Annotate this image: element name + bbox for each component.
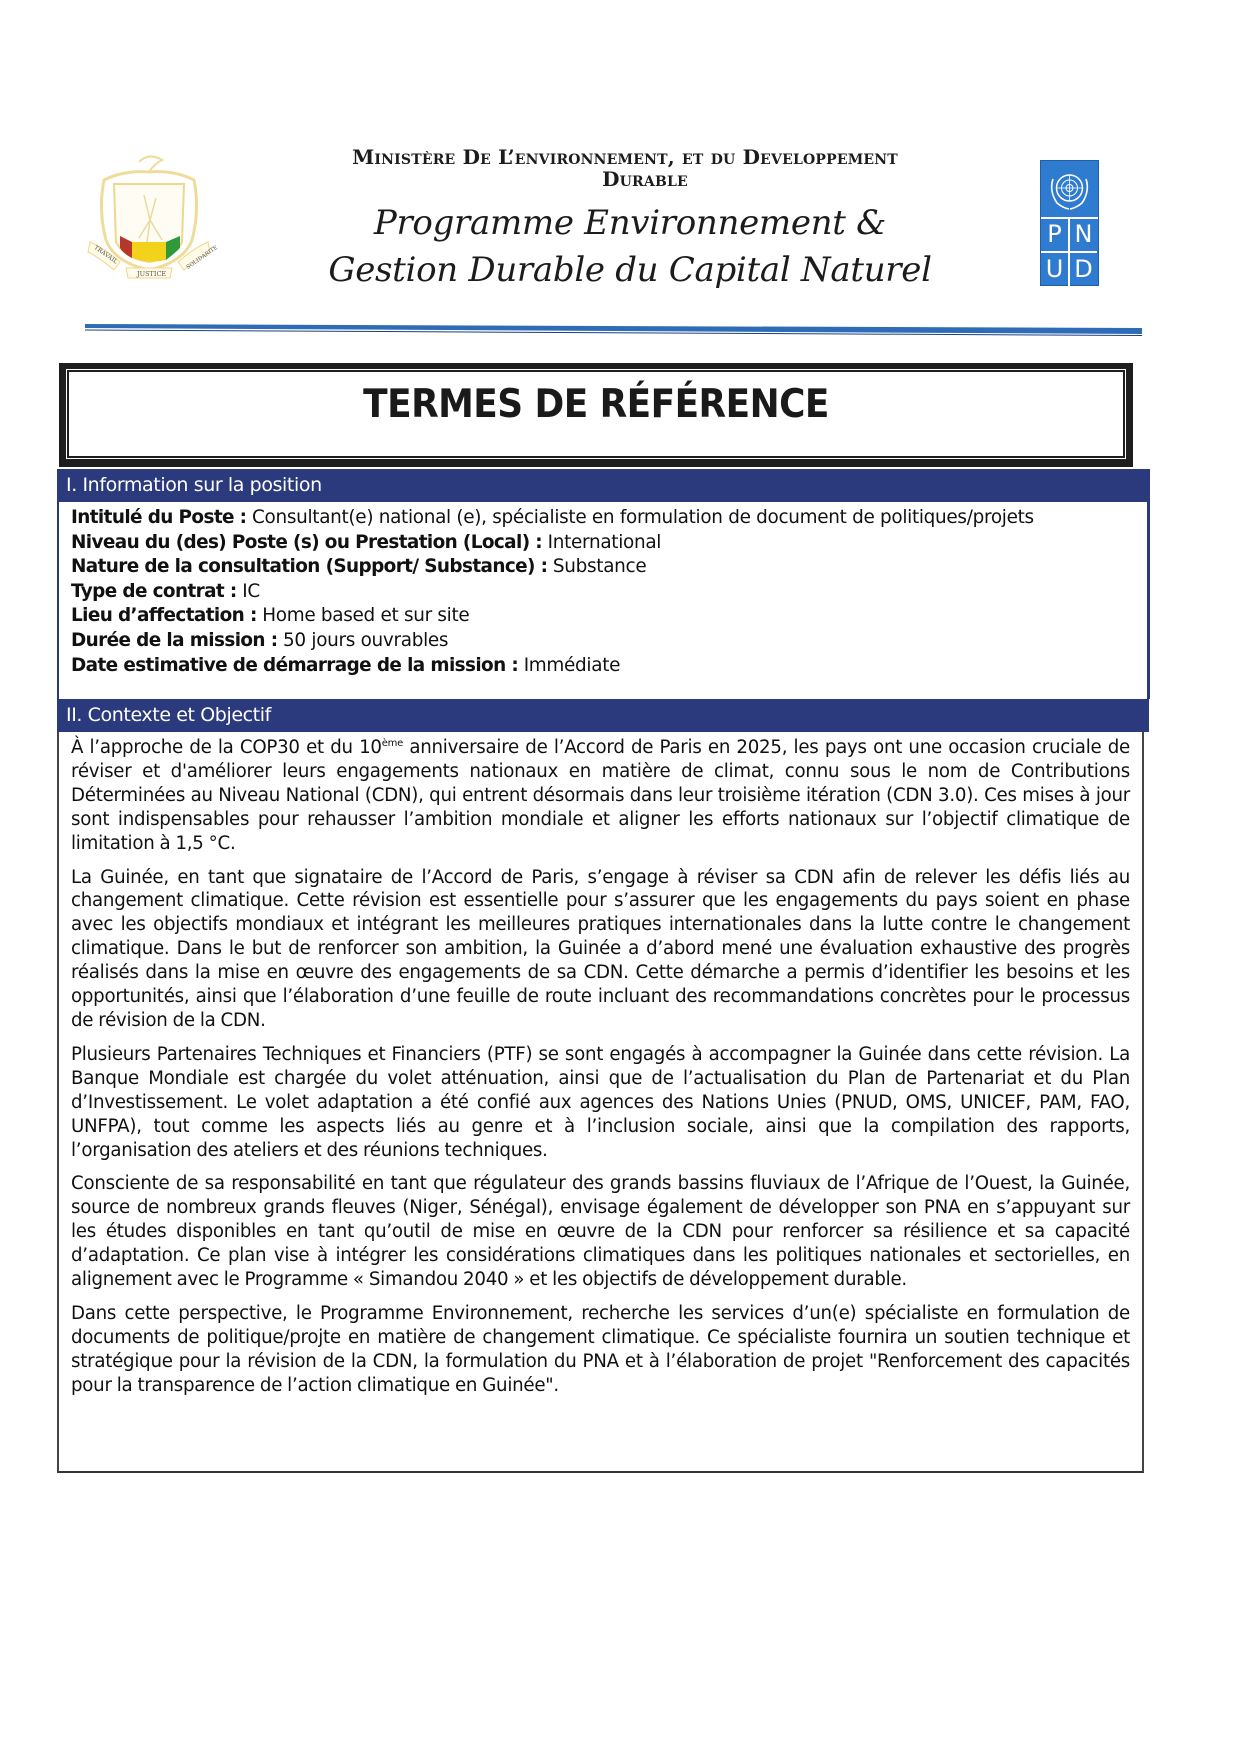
pnud-letter-n: N xyxy=(1070,218,1097,253)
section-1-heading: I. Information sur la position xyxy=(57,469,1150,502)
pnud-letter-p: P xyxy=(1041,218,1070,253)
info-label: Niveau du (des) Poste (s) ou Prestation (Local) : xyxy=(71,531,543,553)
info-value: Immédiate xyxy=(523,654,621,676)
info-label: Type de contrat : xyxy=(71,580,237,602)
info-label: Nature de la consultation (Support/ Substance) : xyxy=(71,556,548,578)
paragraph-1-start: À l’approche de la COP30 et du 10 xyxy=(71,737,382,758)
info-value: 50 jours ouvrables xyxy=(283,629,449,651)
paragraph-1-rest: anniversaire de l’Accord de Paris en 2025, les pays ont une occasion cruciale de réviser et d'améliorer leurs engagements nationaux en matière de climat, connu sous le nom de Contributions Déterminées au Niveau National (CDN), qui entrent désormais dans leur troisième itération (CDN 3.0). Ces mises à jour sont indispensables pour rehausser l’ambition mondiale et aligner les efforts nationaux sur l’objectif climatique de limitation à 1,5 °C. xyxy=(71,737,1130,854)
pnud-letter-u: U xyxy=(1041,253,1070,286)
programme-title-line-2: Gestion Durable du Capital Naturel xyxy=(328,250,932,290)
paragraph-2: La Guinée, en tant que signataire de l’Accord de Paris, s’engage à réviser sa CDN afin de relever les défis liés au changement climatique. Cette révision est essentielle pour s’assurer que les engagements du pays soient en phase avec les objectifs mondiaux et intégrant les meilleures pratiques internationales dans la lutte contre le changement climatique. Dans le but de renforcer son ambition, la Guinée a d’abord mené une évaluation exhaustive des progrès réalisés dans la mise en œuvre des engagements de sa CDN. Cette démarche a permis d’identifier les besoins et les opportunités, ainsi que l’élaboration d’une feuille de route incluant des recommandations concrètes pour le processus de révision de la CDN. xyxy=(71,866,1130,1031)
info-row-contrat xyxy=(71,580,1147,605)
ministry-line-2: Durable xyxy=(602,167,688,191)
info-label: Intitulé du Poste : xyxy=(71,507,247,528)
info-row-niveau xyxy=(71,531,1147,556)
info-row-duree xyxy=(71,629,1147,654)
programme-title-line-1: Programme Environnement & xyxy=(373,203,887,243)
emblem-icon xyxy=(84,150,219,285)
info-value: IC xyxy=(242,580,260,602)
guinea-coat-of-arms-emblem xyxy=(84,150,219,285)
ministry-line-1: Ministère De L’environnement, et du Developpement xyxy=(352,145,898,169)
info-row-lieu xyxy=(71,604,1147,629)
programme-title xyxy=(260,200,1000,294)
emblem-motto-center: JUSTICE xyxy=(137,270,167,278)
info-label: Lieu d’affectation : xyxy=(71,605,257,627)
document-title: TERMES DE RÉFÉRENCE xyxy=(363,382,829,427)
info-row-poste xyxy=(71,506,1147,531)
info-value: Substance xyxy=(552,556,647,578)
info-value: Consultant(e) national (e), spécialiste en formulation de document de politiques/projets xyxy=(251,507,1034,528)
pnud-letter-d: D xyxy=(1074,255,1093,283)
paragraph-5: Dans cette perspective, le Programme Environnement, recherche les services d’un(e) spécialiste en formulation de documents de politique/projte en matière de changement climatique. Ce spécialiste fournira un soutien technique et stratégique pour la révision de la CDN, la formulation du PNA et à l’élaboration de projet "Renforcement des capacités pour la transparence de l’action climatique en Guinée". xyxy=(71,1302,1130,1396)
info-label: Date estimative de démarrage de la mission : xyxy=(71,654,519,676)
info-value: Home based et sur site xyxy=(262,605,470,627)
un-globe-icon xyxy=(1041,161,1098,219)
info-row-nature xyxy=(71,555,1147,580)
info-label: Durée de la mission : xyxy=(71,629,278,651)
ministry-name xyxy=(240,146,1010,190)
ordinal-superscript: ème xyxy=(381,737,404,749)
paragraph-3: Plusieurs Partenaires Techniques et Financiers (PTF) se sont engagés à accompagner la Guinée dans cette révision. La Banque Mondiale est chargée du volet atténuation, ainsi que de l’actualisation du Plan de Partenariat et du Plan d’Investissement. Le volet adaptation a été confié aux agences des Nations Unies (PNUD, OMS, UNICEF, PAM, FAO, UNFPA), tout comme les aspects liés au genre et à l’inclusion sociale, ainsi que la compilation des rapports, l’organisation des ateliers et des réunions techniques. xyxy=(71,1043,1130,1161)
section-2-heading: II. Contexte et Objectif xyxy=(57,699,1149,732)
context-objective-box xyxy=(57,732,1144,1473)
info-value: International xyxy=(547,531,662,553)
emblem-motto-left: TRAVAIL xyxy=(92,244,119,266)
title-frame xyxy=(59,363,1133,467)
position-info-box xyxy=(57,502,1150,699)
paragraph-1 xyxy=(71,736,1130,856)
pnud-logo xyxy=(1040,160,1099,286)
header-divider-rule xyxy=(85,321,1142,334)
info-row-date xyxy=(71,654,1147,679)
emblem-motto-right: SOLIDARITE xyxy=(185,244,219,271)
emblem-yellow-band xyxy=(132,242,166,262)
paragraph-4: Consciente de sa responsabilité en tant que régulateur des grands bassins fluviaux de l’Afrique de l’Ouest, la Guinée, source de nombreux grands fleuves (Niger, Sénégal), envisage également de développer son PNA en s’appuyant sur les études disponibles en tant qu’outil de mise en œuvre de la CDN pour renforcer sa résilience et sa capacité d’adaptation. Ce plan vise à intégrer les considérations climatiques dans les politiques nationales et sectorielles, en alignement avec le Programme « Simandou 2040 » et les objectifs de développement durable. xyxy=(71,1173,1130,1291)
